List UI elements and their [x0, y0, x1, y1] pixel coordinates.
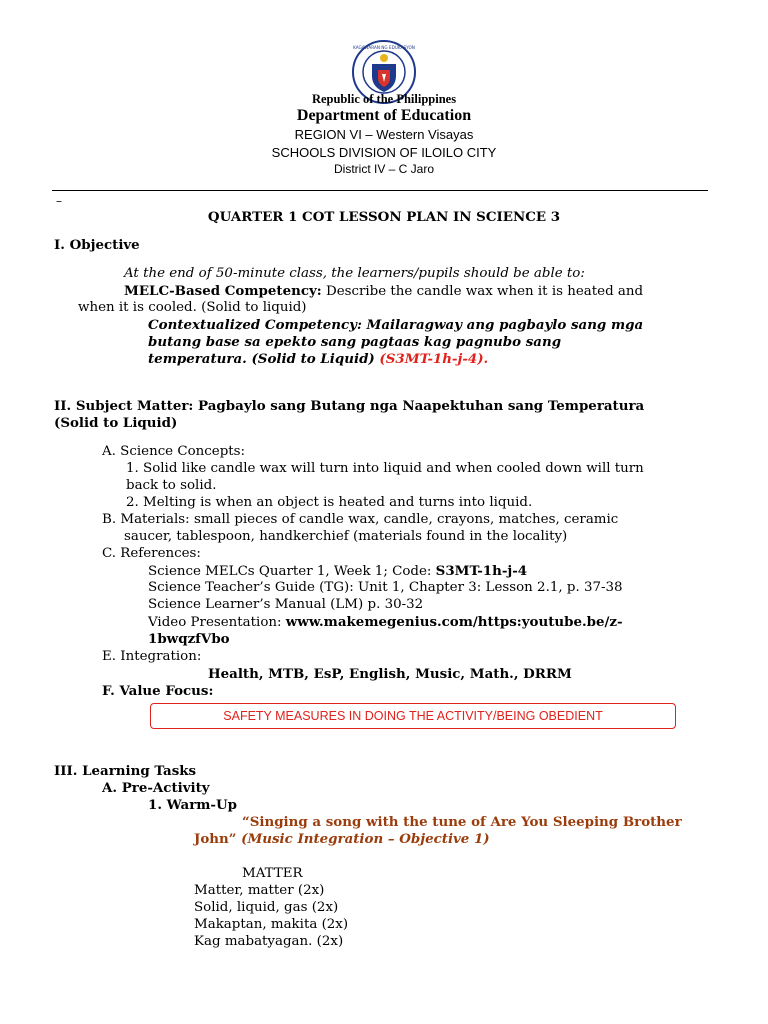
objective-intro: At the end of 50-minute class, the learners/pupils should be able to:: [124, 266, 585, 281]
contextualized-competency-1: Contextualized Competency: Mailaragway ang pagbaylo sang mga: [148, 317, 644, 333]
lyric-line: Kag mabatyagan. (2x): [194, 934, 344, 949]
warm-up-heading: 1. Warm-Up: [148, 797, 238, 813]
reference-1-text: Science MELCs Quarter 1, Week 1; Code:: [148, 564, 436, 579]
competency-code: (S3MT-1h-j-4).: [374, 351, 489, 367]
references-label: C. References:: [102, 546, 201, 561]
science-concepts-label: A. Science Concepts:: [102, 444, 246, 459]
concept-1: 1. Solid like candle wax will turn into liquid and when cooled down will turn: [126, 461, 644, 476]
reference-1-code: S3MT-1h-j-4: [435, 563, 528, 579]
melc-text-cont: when it is cooled. (Solid to liquid): [78, 300, 307, 315]
melc-label: MELC-Based Competency:: [124, 283, 322, 299]
song-title: MATTER: [242, 866, 303, 881]
music-integration-note: (Music Integration – Objective 1): [236, 831, 490, 847]
svg-text:KAGAWARAN NG EDUKASYON: KAGAWARAN NG EDUKASYON: [353, 45, 415, 50]
melc-line: [124, 283, 643, 299]
song-instruction-end: John”: [194, 831, 237, 847]
lyric-line: Matter, matter (2x): [194, 883, 325, 898]
value-focus-label: F. Value Focus:: [102, 683, 214, 699]
integration-label: E. Integration:: [102, 649, 202, 664]
reference-1: [148, 563, 527, 579]
lyric-line: Makaptan, makita (2x): [194, 917, 349, 932]
department-line: Department of Education: [296, 107, 472, 124]
reference-3: Science Learner’s Manual (LM) p. 30-32: [148, 597, 424, 612]
contextualized-competency-text: temperatura. (Solid to Liquid): [148, 351, 375, 367]
value-focus-text: SAFETY MEASURES IN DOING THE ACTIVITY/BEING OBEDIENT: [223, 709, 603, 723]
objective-heading: I. Objective: [54, 237, 140, 253]
reference-4: [148, 614, 623, 630]
integration-subjects: Health, MTB, EsP, English, Music, Math., DRRM: [208, 666, 572, 682]
contextualized-competency-2: butang base sa epekto sang pagtaas kag pagnubo sang: [148, 334, 562, 350]
concept-1-cont: back to solid.: [126, 478, 217, 493]
page-title: QUARTER 1 COT LESSON PLAN IN SCIENCE 3: [207, 209, 561, 225]
video-link[interactable]: www.makemegenius.com/https:youtube.be/z-: [285, 614, 623, 630]
header-divider: [52, 190, 708, 191]
contextualized-competency-3: [148, 351, 488, 367]
header-divider-dash: –: [56, 194, 62, 208]
subject-matter-heading: II. Subject Matter: Pagbaylo sang Butang nga Naapektuhan sang Temperatura: [54, 398, 645, 414]
district-line: District IV – C Jaro: [333, 162, 435, 176]
subject-matter-heading-cont: (Solid to Liquid): [54, 415, 178, 431]
song-instruction-cont: [194, 831, 490, 847]
reference-4-label: Video Presentation:: [148, 615, 286, 630]
materials-line: B. Materials: small pieces of candle wax, candle, crayons, matches, ceramic: [102, 512, 619, 527]
value-focus-box: [150, 703, 676, 729]
song-instruction: “Singing a song with the tune of Are You Sleeping Brother: [242, 814, 682, 830]
republic-line: Republic of the Philippines: [311, 92, 457, 106]
video-link-cont[interactable]: 1bwqzfVbo: [148, 631, 230, 647]
lyric-line: Solid, liquid, gas (2x): [194, 900, 339, 915]
concept-2: 2. Melting is when an object is heated and turns into liquid.: [126, 495, 533, 510]
reference-2: Science Teacher’s Guide (TG): Unit 1, Chapter 3: Lesson 2.1, p. 37-38: [148, 580, 623, 595]
learning-tasks-heading: III. Learning Tasks: [54, 763, 197, 779]
melc-text: Describe the candle wax when it is heated and: [321, 284, 644, 299]
materials-line-cont: saucer, tablespoon, handkerchief (materials found in the locality): [124, 529, 568, 544]
region-line: REGION VI – Western Visayas: [294, 127, 474, 142]
division-line: SCHOOLS DIVISION OF ILOILO CITY: [271, 145, 497, 160]
pre-activity-heading: A. Pre-Activity: [102, 780, 210, 796]
